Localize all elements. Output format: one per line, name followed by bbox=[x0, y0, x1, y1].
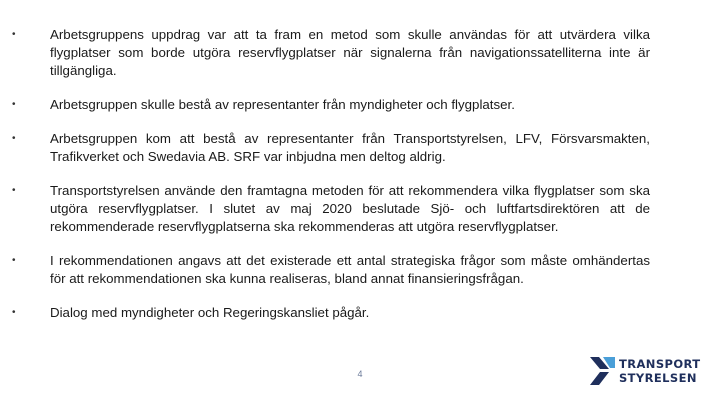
bullet-item-2 bbox=[12, 96, 650, 114]
bullet-item-1 bbox=[12, 26, 650, 80]
bullet-item-6 bbox=[12, 304, 650, 322]
bullet-list bbox=[12, 26, 650, 338]
page-number: 4 bbox=[357, 369, 363, 379]
bullet-item-5 bbox=[12, 252, 650, 288]
bullet-item-4 bbox=[12, 182, 650, 236]
bullet-item-3 bbox=[12, 130, 650, 166]
logo-mark-icon bbox=[589, 356, 617, 386]
bullet-dot: • bbox=[12, 99, 16, 110]
bullet-dot: • bbox=[12, 133, 16, 144]
logo-line-1: TRANSPORT bbox=[619, 357, 701, 371]
bullet-text: Arbetsgruppen kom att bestå av representanter från Transportstyrelsen, LFV, Försvarsmakten, Trafikverket och Swedavia AB. SRF var inbjudna men deltog aldrig. bbox=[50, 131, 650, 164]
bullet-dot: • bbox=[12, 185, 16, 196]
transportstyrelsen-logo bbox=[589, 356, 707, 388]
bullet-text: Dialog med myndigheter och Regeringskansliet pågår. bbox=[50, 305, 370, 320]
bullet-dot: • bbox=[12, 255, 16, 266]
logo-wordmark bbox=[619, 357, 701, 385]
bullet-dot: • bbox=[12, 307, 16, 318]
bullet-text: Arbetsgruppens uppdrag var att ta fram en metod som skulle användas för att utvärdera vilka flygplatser som borde utgöra reservflygplatser när signalerna från navigationssatelliterna inte är tillgängliga. bbox=[50, 27, 650, 78]
logo-line-2: STYRELSEN bbox=[619, 371, 697, 385]
bullet-text: Transportstyrelsen använde den framtagna metoden för att rekommendera vilka flygplatser som ska utgöra reservflygplatser. I slutet av maj 2020 beslutade Sjö- och luftfartsdirektören att de rekommenderade reservflygplatserna ska rekommenderas att utgöra reservflygplatser. bbox=[50, 183, 650, 234]
bullet-text: Arbetsgruppen skulle bestå av representanter från myndigheter och flygplatser. bbox=[50, 97, 515, 112]
bullet-text: I rekommendationen angavs att det existerade ett antal strategiska frågor som måste omhändertas för att rekommendationen ska kunna realiseras, bland annat finansieringsfrågan. bbox=[50, 253, 650, 286]
bullet-dot: • bbox=[12, 29, 16, 40]
